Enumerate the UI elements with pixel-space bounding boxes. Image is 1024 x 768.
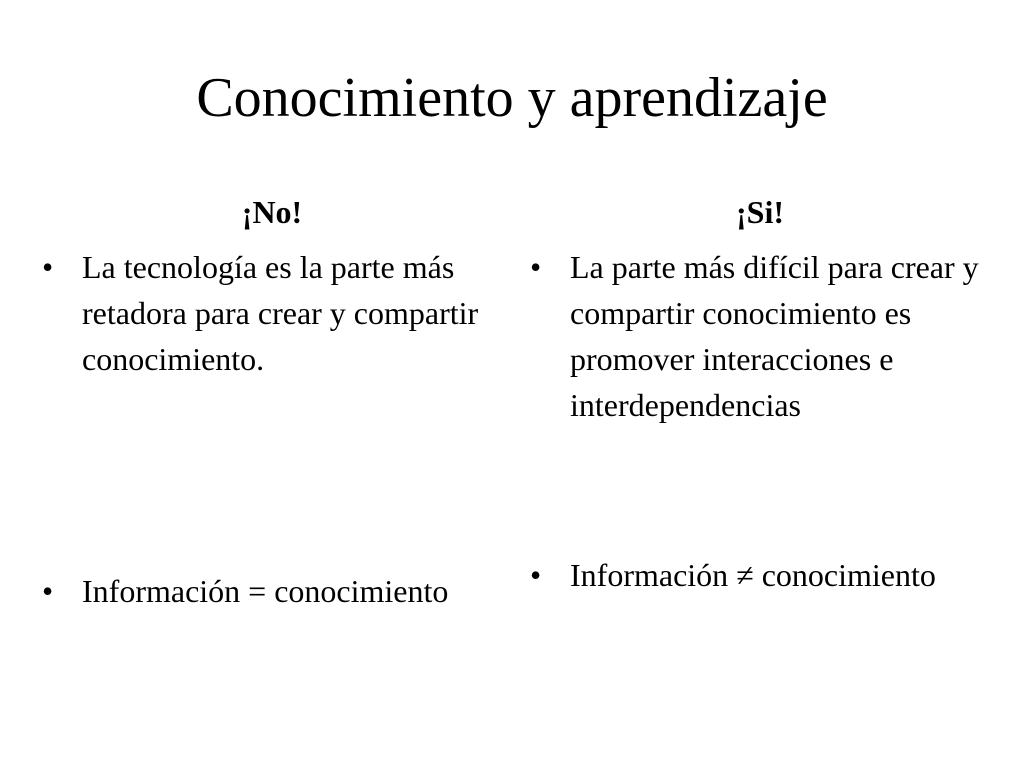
bullet-item	[530, 552, 980, 598]
column-heading-no: ¡No!	[241, 194, 303, 230]
bullet-item	[42, 568, 497, 614]
bullet-dot-icon: •	[42, 573, 54, 609]
bullet-dot-icon: •	[42, 249, 54, 285]
bullet-text: La parte más difícil para crear y compartir conocimiento es promover interacciones e interdependencias	[570, 249, 979, 423]
column-heading-si: ¡Si!	[736, 194, 784, 230]
bullet-text: Información ≠ conocimiento	[570, 557, 936, 593]
slide-title: Conocimiento y aprendizaje	[196, 67, 828, 129]
bullet-text: Información = conocimiento	[82, 573, 449, 609]
bullet-text: La tecnología es la parte más retadora para crear y compartir conocimiento.	[82, 249, 479, 377]
bullet-item	[42, 244, 497, 382]
bullet-dot-icon: •	[530, 557, 542, 593]
bullet-dot-icon: •	[530, 249, 542, 285]
bullet-item	[530, 244, 980, 428]
